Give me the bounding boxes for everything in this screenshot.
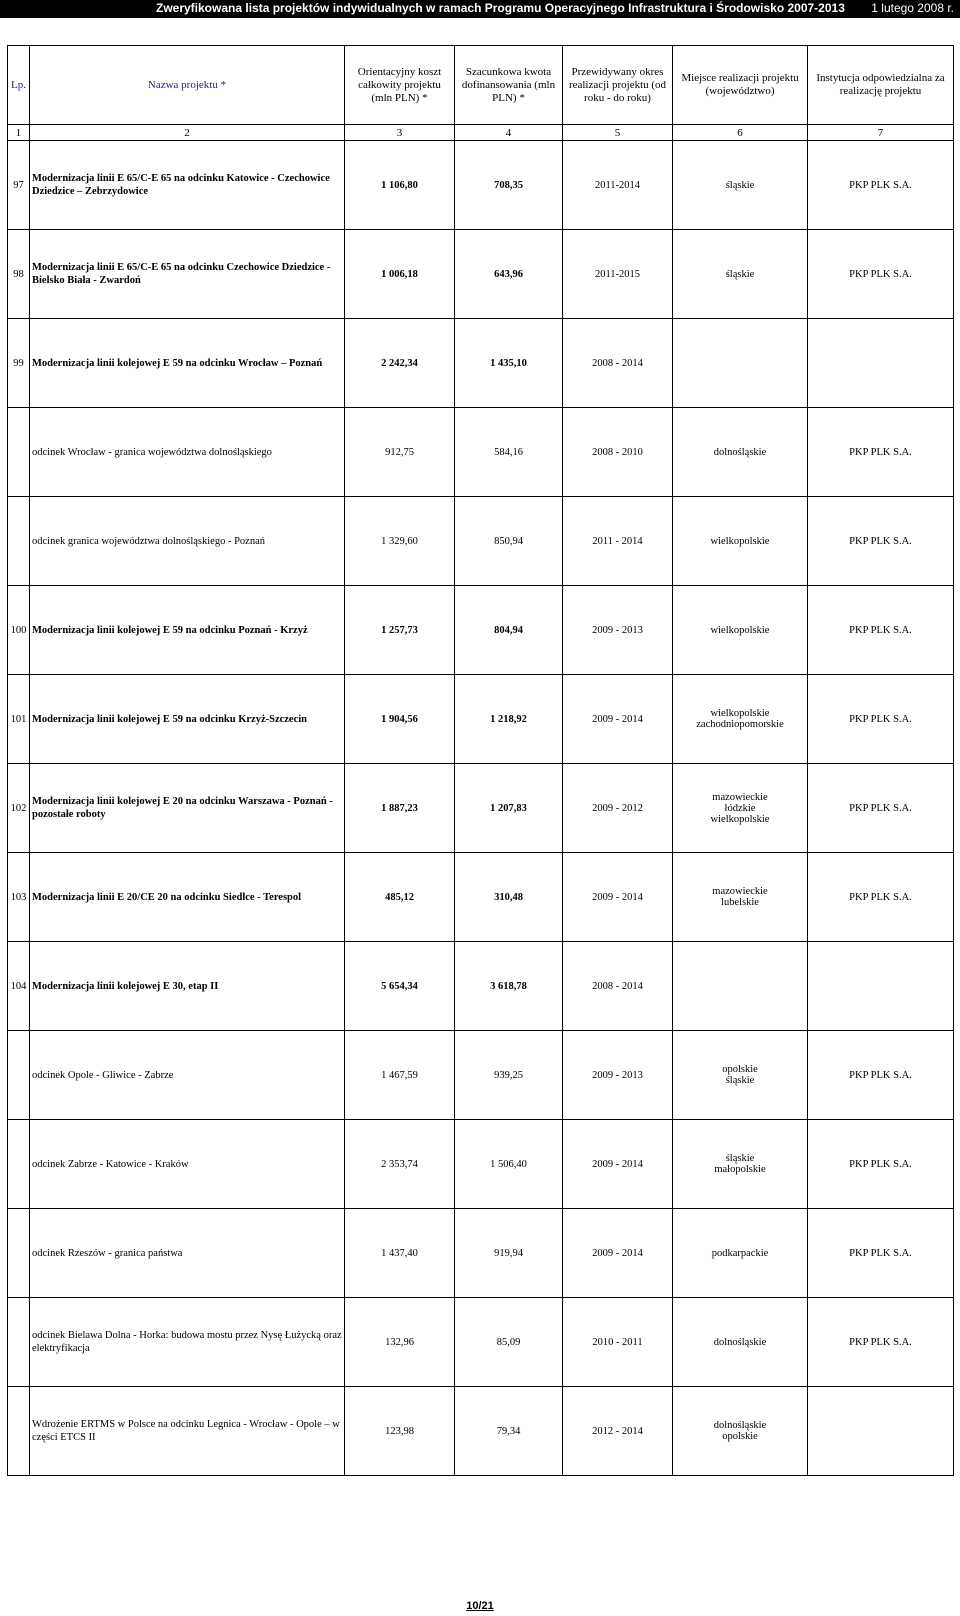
cell-total-cost: 2 242,34 [345,319,455,408]
cell-region: wielkopolskie zachodniopomorskie [673,675,808,764]
table-row [8,319,954,408]
cell-institution: PKP PLK S.A. [808,764,954,853]
cell-period: 2011 - 2014 [563,497,673,586]
column-number: 1 [8,125,30,141]
cell-period: 2009 - 2012 [563,764,673,853]
column-header: Przewidywany okres realizacji projektu (od roku - do roku) [563,46,673,125]
cell-lp: 101 [8,675,30,764]
table-row [8,853,954,942]
cell-region: mazowieckie łódzkie wielkopolskie [673,764,808,853]
column-header: Nazwa projektu * [30,46,345,125]
cell-lp: 97 [8,141,30,230]
cell-lp [8,497,30,586]
cell-period: 2011-2014 [563,141,673,230]
cell-period: 2012 - 2014 [563,1387,673,1476]
cell-institution: PKP PLK S.A. [808,586,954,675]
cell-project-name: Modernizacja linii E 20/CE 20 na odcinku Siedlce - Terespol [30,853,345,942]
cell-project-name: odcinek Zabrze - Katowice - Kraków [30,1120,345,1209]
cell-region [673,319,808,408]
cell-institution: PKP PLK S.A. [808,853,954,942]
cell-region: podkarpackie [673,1209,808,1298]
cell-institution: PKP PLK S.A. [808,1031,954,1120]
cell-funding: 1 207,83 [455,764,563,853]
cell-project-name: Modernizacja linii E 65/C-E 65 na odcinku Katowice - Czechowice Dziedzice – Zebrzydowice [30,141,345,230]
cell-lp: 103 [8,853,30,942]
cell-period: 2009 - 2014 [563,675,673,764]
cell-funding: 850,94 [455,497,563,586]
cell-project-name: Modernizacja linii kolejowej E 20 na odcinku Warszawa - Poznań - pozostałe roboty [30,764,345,853]
column-header: Szacunkowa kwota dofinansowania (mln PLN) * [455,46,563,125]
projects-table [7,45,954,1476]
cell-lp [8,408,30,497]
column-number: 6 [673,125,808,141]
cell-region: śląskie małopolskie [673,1120,808,1209]
cell-institution: PKP PLK S.A. [808,1298,954,1387]
cell-total-cost: 485,12 [345,853,455,942]
cell-lp [8,1298,30,1387]
column-header: Miejsce realizacji projektu (województwo) [673,46,808,125]
table-row [8,1298,954,1387]
cell-total-cost: 132,96 [345,1298,455,1387]
cell-period: 2008 - 2014 [563,319,673,408]
cell-period: 2009 - 2014 [563,853,673,942]
table-row [8,230,954,319]
cell-region: dolnośląskie opolskie [673,1387,808,1476]
table-row [8,942,954,1031]
cell-lp [8,1209,30,1298]
cell-funding: 919,94 [455,1209,563,1298]
cell-project-name: Modernizacja linii kolejowej E 59 na odcinku Poznań - Krzyż [30,586,345,675]
cell-institution [808,319,954,408]
cell-total-cost: 1 257,73 [345,586,455,675]
cell-lp [8,1387,30,1476]
cell-total-cost: 1 437,40 [345,1209,455,1298]
column-header: Instytucja odpowiedzialna za realizację projektu [808,46,954,125]
cell-project-name: odcinek Bielawa Dolna - Horka: budowa mostu przez Nysę Łużycką oraz elektryfikacja [30,1298,345,1387]
cell-region: opolskie śląskie [673,1031,808,1120]
table-row [8,1387,954,1476]
cell-institution [808,942,954,1031]
cell-institution: PKP PLK S.A. [808,1209,954,1298]
column-number: 4 [455,125,563,141]
cell-institution: PKP PLK S.A. [808,408,954,497]
cell-lp: 104 [8,942,30,1031]
cell-institution: PKP PLK S.A. [808,141,954,230]
table-header-row [8,46,954,125]
cell-period: 2008 - 2014 [563,942,673,1031]
cell-lp: 99 [8,319,30,408]
page-number-text: 10/21 [466,1600,494,1612]
cell-funding: 85,09 [455,1298,563,1387]
cell-institution [808,1387,954,1476]
cell-lp: 100 [8,586,30,675]
cell-institution: PKP PLK S.A. [808,230,954,319]
cell-funding: 708,35 [455,141,563,230]
cell-project-name: Modernizacja linii E 65/C-E 65 na odcinku Czechowice Dziedzice - Bielsko Biała - Zwardoń [30,230,345,319]
document-date: 1 lutego 2008 r. [871,1,954,15]
cell-region: śląskie [673,230,808,319]
cell-total-cost: 1 904,56 [345,675,455,764]
cell-period: 2009 - 2014 [563,1120,673,1209]
cell-region: dolnośląskie [673,408,808,497]
cell-lp: 102 [8,764,30,853]
cell-funding: 79,34 [455,1387,563,1476]
cell-funding: 804,94 [455,586,563,675]
table-row [8,141,954,230]
cell-project-name: odcinek granica województwa dolnośląskiego - Poznań [30,497,345,586]
cell-institution: PKP PLK S.A. [808,675,954,764]
cell-period: 2009 - 2013 [563,1031,673,1120]
cell-total-cost: 5 654,34 [345,942,455,1031]
cell-funding: 1 218,92 [455,675,563,764]
cell-project-name: Wdrożenie ERTMS w Polsce na odcinku Legnica - Wrocław - Opole – w części ETCS II [30,1387,345,1476]
column-number: 3 [345,125,455,141]
cell-region: wielkopolskie [673,586,808,675]
cell-funding: 939,25 [455,1031,563,1120]
table-body [8,141,954,1476]
cell-lp: 98 [8,230,30,319]
table-row [8,497,954,586]
cell-total-cost: 1 467,59 [345,1031,455,1120]
cell-total-cost: 1 329,60 [345,497,455,586]
cell-period: 2009 - 2014 [563,1209,673,1298]
cell-project-name: Modernizacja linii kolejowej E 59 na odcinku Wrocław – Poznań [30,319,345,408]
cell-region: dolnośląskie [673,1298,808,1387]
document-title: Zweryfikowana lista projektów indywidualnych w ramach Programu Operacyjnego Infrastruktura i Środowisko 2007-2013 [156,1,845,15]
column-number: 5 [563,125,673,141]
cell-funding: 584,16 [455,408,563,497]
table-row [8,408,954,497]
cell-lp [8,1120,30,1209]
cell-institution: PKP PLK S.A. [808,1120,954,1209]
cell-period: 2009 - 2013 [563,586,673,675]
table-row [8,1031,954,1120]
cell-region: wielkopolskie [673,497,808,586]
column-number: 2 [30,125,345,141]
table-row [8,764,954,853]
table-row [8,1120,954,1209]
cell-funding: 1 506,40 [455,1120,563,1209]
cell-period: 2008 - 2010 [563,408,673,497]
cell-period: 2010 - 2011 [563,1298,673,1387]
cell-total-cost: 1 106,80 [345,141,455,230]
table-row [8,675,954,764]
cell-total-cost: 1 887,23 [345,764,455,853]
cell-total-cost: 912,75 [345,408,455,497]
cell-funding: 643,96 [455,230,563,319]
cell-project-name: odcinek Rzeszów - granica państwa [30,1209,345,1298]
cell-total-cost: 123,98 [345,1387,455,1476]
document-header-bar [0,0,960,18]
cell-institution: PKP PLK S.A. [808,497,954,586]
page-number [0,1600,960,1612]
cell-project-name: Modernizacja linii kolejowej E 30, etap II [30,942,345,1031]
cell-total-cost: 1 006,18 [345,230,455,319]
cell-funding: 3 618,78 [455,942,563,1031]
cell-project-name: odcinek Wrocław - granica województwa dolnośląskiego [30,408,345,497]
cell-region: mazowieckie lubelskie [673,853,808,942]
column-header: Lp. [8,46,30,125]
cell-region: śląskie [673,141,808,230]
cell-project-name: odcinek Opole - Gliwice - Zabrze [30,1031,345,1120]
column-number: 7 [808,125,954,141]
table-row [8,1209,954,1298]
cell-project-name: Modernizacja linii kolejowej E 59 na odcinku Krzyż-Szczecin [30,675,345,764]
cell-total-cost: 2 353,74 [345,1120,455,1209]
cell-lp [8,1031,30,1120]
column-header: Orientacyjny koszt całkowity projektu (mln PLN) * [345,46,455,125]
column-number-row [8,125,954,141]
cell-region [673,942,808,1031]
cell-funding: 310,48 [455,853,563,942]
cell-funding: 1 435,10 [455,319,563,408]
table-row [8,586,954,675]
cell-period: 2011-2015 [563,230,673,319]
